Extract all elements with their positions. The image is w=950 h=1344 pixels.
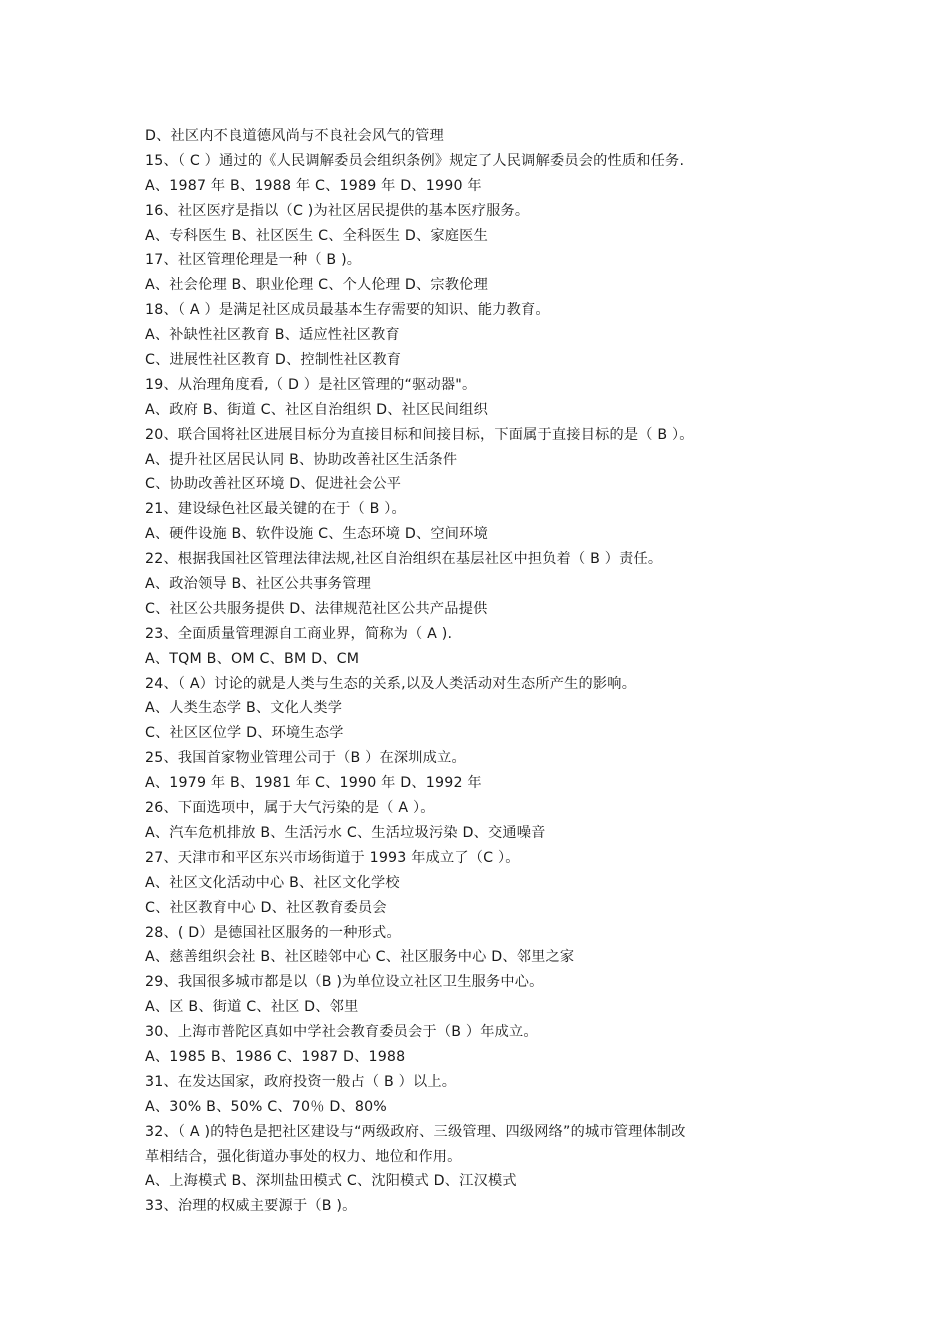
options-18-ab: A、补缺性社区教育 B、适应性社区教育 [145,327,400,344]
text-line: D、社区内不良道德风尚与不良社会风气的管理 [145,128,444,144]
question-16: 16、社区医疗是指以（C )为社区居民提供的基本医疗服务。 [145,202,530,219]
options-21: A、硬件设施 B、软件设施 C、生态环境 D、空间环境 [145,526,488,543]
question-25: 25、我国首家物业管理公司于（B ）在深圳成立。 [145,750,466,767]
question-17: 17、社区管理伦理是一种（ B )。 [145,252,362,269]
question-31: 31、在发达国家，政府投资一般占（ B ）以上。 [145,1073,457,1090]
options-27-ab: A、社区文化活动中心 B、社区文化学校 [145,874,400,891]
options-20-cd: C、协助改善社区环境 D、促进社会公平 [145,476,402,493]
question-19: 19、从治理角度看,（ D ）是社区管理的“驱动器"。 [145,376,477,393]
options-27-cd: C、社区教育中心 D、社区教育委员会 [145,899,387,916]
options-28: A、慈善组织会社 B、社区睦邻中心 C、社区服务中心 D、邻里之家 [145,949,575,966]
document-body [145,124,825,1219]
options-23: A、TQM B、OM C、BM D、CM [145,650,360,667]
question-20: 20、联合国将社区进展目标分为直接目标和间接目标，下面属于直接目标的是（ B ）。 [145,426,694,443]
options-24-ab: A、人类生态学 B、文化人类学 [145,700,343,717]
question-28: 28、( D）是德国社区服务的一种形式。 [145,924,401,941]
question-26: 26、下面选项中，属于大气污染的是（ A ）。 [145,800,435,817]
question-21: 21、建设绿色社区最关键的在于（ B ）。 [145,501,406,518]
question-32: 32、（ A )的特色是把社区建设与“两级政府、三级管理、四级网络”的城市管理体制改 [145,1123,686,1140]
question-27: 27、天津市和平区东兴市场街道于 1993 年成立了（C ）。 [145,849,520,866]
options-29: A、区 B、街道 C、社区 D、邻里 [145,999,359,1016]
options-17: A、社会伦理 B、职业伦理 C、个人伦理 D、宗教伦理 [145,277,488,294]
question-23: 23、全面质量管理源自工商业界，简称为（ A ). [145,625,453,642]
options-22-cd: C、社区公共服务提供 D、法律规范社区公共产品提供 [145,600,488,617]
options-19: A、政府 B、街道 C、社区自治组织 D、社区民间组织 [145,401,488,418]
options-32: A、上海模式 B、深圳盐田模式 C、沈阳模式 D、江汉模式 [145,1173,517,1190]
question-29: 29、我国很多城市都是以（B )为单位设立社区卫生服务中心。 [145,974,544,991]
options-24-cd: C、社区区位学 D、环境生态学 [145,725,344,742]
question-15: 15、（ C ）通过的《人民调解委员会组织条例》规定了人民调解委员会的性质和任务. [145,152,685,169]
options-18-cd: C、进展性社区教育 D、控制性社区教育 [145,352,402,369]
question-18: 18、（ A ）是满足社区成员最基本生存需要的知识、能力教育。 [145,302,550,319]
question-30: 30、上海市普陀区真如中学社会教育委员会于（B ）年成立。 [145,1024,538,1041]
options-31: A、30% B、50% C、70％ D、80% [145,1098,387,1115]
options-25: A、1979 年 B、1981 年 C、1990 年 D、1992 年 [145,775,482,792]
options-30: A、1985 B、1986 C、1987 D、1988 [145,1048,406,1065]
question-22: 22、根据我国社区管理法律法规,社区自治组织在基层社区中担负着（ B ）责任。 [145,551,663,568]
options-16: A、专科医生 B、社区医生 C、全科医生 D、家庭医生 [145,227,488,244]
question-24: 24、（ A）讨论的就是人类与生态的关系,以及人类活动对生态所产生的影响。 [145,675,637,692]
options-15: A、1987 年 B、1988 年 C、1989 年 D、1990 年 [145,177,482,194]
question-32-cont: 革相结合，强化街道办事处的权力、地位和作用。 [145,1148,462,1165]
options-26: A、汽车危机排放 B、生活污水 C、生活垃圾污染 D、交通噪音 [145,824,546,841]
question-33: 33、治理的权威主要源于（B )。 [145,1198,357,1215]
options-22-ab: A、政治领导 B、社区公共事务管理 [145,576,371,593]
options-20-ab: A、提升社区居民认同 B、协助改善社区生活条件 [145,451,458,468]
